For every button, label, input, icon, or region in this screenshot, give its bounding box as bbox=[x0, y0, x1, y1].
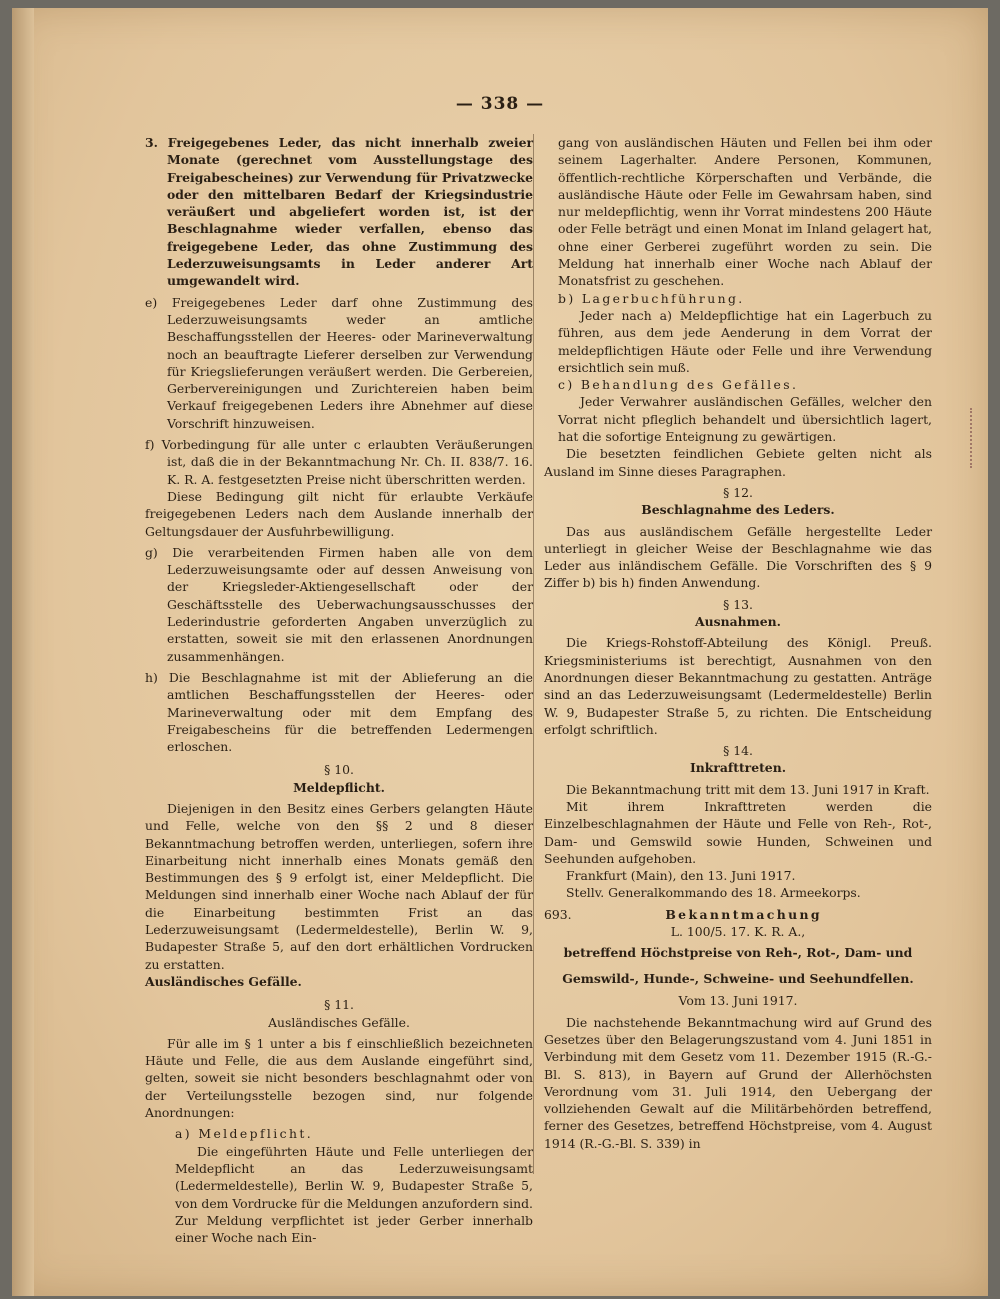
section-14-title: Inkrafttreten. bbox=[689, 760, 787, 776]
notice-body: Die nachstehende Bekanntmachung wird auf Grund des Gesetzes über den Belagerungszustand vom 4. Juni 1851 in Verbindung mit dem Gesetz vom 11. Dezember 1915 (R.-G.-Bl. S. 813), in Bayern auf Grund der Allerhöchsten Verordnung vom 31. Juli 1914, den Uebergang der vollziehenden Gewalt auf die Militärbehörden betreffend, ferner des Gesetzes, betreffend Höchstpreise, vom 4. August 1914 (R.-G.-Bl. S. 339) in bbox=[544, 1014, 932, 1151]
margin-stamp-marks bbox=[970, 408, 975, 468]
section-10-tail: Ausländisches Gefälle. bbox=[145, 973, 302, 989]
item-f-continuation: Diese Bedingung gilt nicht für erlaubte Verkäufe freigegebenen Leders nach dem Auslande innerhalb der Geltungsdauer der Ausfuhrbewilligung. bbox=[145, 488, 533, 539]
left-column bbox=[145, 134, 533, 1246]
section-12-number: § 12. bbox=[723, 484, 753, 500]
section-11-a-label: a) Meldepflicht. bbox=[175, 1126, 314, 1142]
notice-header-row bbox=[544, 906, 932, 923]
section-11-title: Ausländisches Gefälle. bbox=[268, 1014, 410, 1030]
document-page bbox=[12, 8, 988, 1296]
item-c-label: c) Behandlung des Gefälles. bbox=[558, 377, 799, 393]
item-c-body: Jeder Verwahrer ausländischen Gefälles, welcher den Vorrat nicht pfleglich behandelt und übersichtlich lagert, hat die sofortige Enteignung zu gewärtigen. bbox=[558, 394, 932, 445]
item-b-body: Jeder nach a) Meldepflichtige hat ein Lagerbuch zu führen, aus dem jede Aenderung in dem Vorrat der meldepflichtigen Häute oder Felle und ihre Verwendung ersichtlich sein muß. bbox=[558, 307, 932, 375]
notice-subject: betreffend Höchstpreise von Reh-, Rot-, Dam- und Gemswild-, Hunde-, Schweine- und Seehundfellen. bbox=[562, 945, 914, 987]
section-14-paragraph-2: Mit ihrem Inkrafttreten werden die Einzelbeschlagnahmen der Häute und Felle von Reh-, Rot-, Dam- und Gemswild sowie Hunden, Schweinen und Seehunden aufgehoben. bbox=[544, 798, 932, 866]
notice-reference: L. 100/5. 17. K. R. A., bbox=[670, 924, 806, 940]
notice-number: 693. bbox=[544, 906, 572, 922]
section-12-body: Das aus ausländischem Gefälle hergestellte Leder unterliegt in gleicher Weise der Beschlagnahme wie das Leder aus inländischem Gefälle. Die Vorschriften des § 9 Ziffer b) bis h) finden Anwendung. bbox=[544, 523, 932, 591]
place-and-date: Frankfurt (Main), den 13. Juni 1917. bbox=[566, 868, 796, 884]
section-11-a-body: Die eingeführten Häute und Felle unterliegen der Meldepflicht an das Lederzuweisungsamt (Ledermeldestelle), Berlin W. 9, Budapester Straße 5, von dem Vordrucke für die Meldungen anzufordern sind. Zur Meldung verpflichtet ist jeder Gerber innerhalb einer Woche nach Ein- bbox=[175, 1143, 533, 1246]
section-10-number: § 10. bbox=[324, 762, 354, 778]
section-13-number: § 13. bbox=[723, 596, 753, 612]
right-column bbox=[544, 134, 932, 1152]
section-14-paragraph-1: Die Bekanntmachung tritt mit dem 13. Juni 1917 in Kraft. bbox=[566, 781, 930, 797]
right-continuation: gang von ausländischen Häuten und Fellen bei ihm oder seinem Lagerhalter. Andere Personen, Kommunen, öffentlich-rechtliche Körperschaften und Verbände, die ausländische Häute oder Felle im Gewahrsam haben, sind nur meldepflichtig, wenn ihr Vorrat mindestens 200 Häute oder Felle beträgt und einen Monat im Inland gelagert hat, ohne einer Gerberei zugeführt worden zu sein. Die Meldung hat innerhalb einer Woche nach Ablauf der Monatsfrist zu geschehen. bbox=[558, 135, 932, 289]
item-e: e) Freigegebenes Leder darf ohne Zustimmung des Lederzuweisungsamts weder an amtliche Beschaffungsstellen der Heeres- oder Marineverwaltung noch an beauftragte Lieferer derselben zur Verwendung für Kriegslieferungen veräußert werden. Die Gerbereien, Gerbervereinigungen und Zurichtereien haben beim Verkauf freigegebenen Leders ihre Abnehmer auf diese Vorschrift hinzuweisen. bbox=[145, 294, 533, 431]
item-b-label: b) Lagerbuchführung. bbox=[558, 290, 745, 306]
section-10-body: Diejenigen in den Besitz eines Gerbers gelangten Häute und Felle, welche von den §§ 2 und 8 dieser Bekanntmachung betroffen werden, unterliegen, sofern ihre Einarbeitung nicht innerhalb eines Monats gemäß den Bestimmungen des § 9 erfolgt ist, einer Meldepflicht. Die Meldungen sind innerhalb einer Woche nach Ablauf der für die Einarbeitung bestimmten Frist an das Lederzuweisungsamt (Ledermeldestelle), Berlin W. 9, Budapester Straße 5, auf den dort erhältlichen Vordrucken zu erstatten. bbox=[145, 800, 533, 972]
column-divider bbox=[533, 134, 534, 1174]
item-f: f) Vorbedingung für alle unter c erlaubten Veräußerungen ist, daß die in der Bekanntmachung Nr. Ch. II. 838/7. 16. K. R. A. festgesetzten Preise nicht überschritten werden. bbox=[145, 437, 533, 487]
notice-heading: Bekanntmachung bbox=[665, 906, 822, 922]
section-14-number: § 14. bbox=[723, 743, 753, 759]
item-3: 3. Freigegebenes Leder, das nicht innerhalb zweier Monate (gerechnet vom Ausstellungstage des Freigabescheines) zur Verwendung für Privatzwecke oder den mittelbaren Bedarf der Kriegsindustrie veräußert und abgeliefert worden ist, ist der Beschlagnahme wieder verfallen, ebenso das freigegebene Leder, das ohne Zustimmung des Lederzuweisungsamts in Leder anderer Art umgewandelt wird. bbox=[145, 135, 533, 289]
section-10-title: Meldepflicht. bbox=[293, 779, 385, 795]
issuing-authority: Stellv. Generalkommando des 18. Armeekorps. bbox=[566, 885, 861, 901]
page-number: — 338 — bbox=[455, 94, 545, 114]
notice-date: Vom 13. Juni 1917. bbox=[678, 993, 798, 1009]
section-13-body: Die Kriegs-Rohstoff-Abteilung des Königl. Preuß. Kriegsministeriums ist berechtigt, Ausnahmen von den Anordnungen dieser Bekanntmachung zu gestatten. Anträge sind an das Lederzuweisungsamt (Ledermeldestelle) Berlin W. 9, Budapester Straße 5, zu richten. Die Entscheidung erfolgt schriftlich. bbox=[544, 635, 932, 737]
occupied-territories-note: Die besetzten feindlichen Gebiete gelten nicht als Ausland im Sinne dieses Paragraphen. bbox=[544, 446, 932, 479]
section-11-number: § 11. bbox=[324, 997, 354, 1013]
item-h: h) Die Beschlagnahme ist mit der Ablieferung an die amtlichen Beschaffungsstellen der Heeres- oder Marineverwaltung oder mit dem Empfang des Freigabescheins für die betreffenden Ledermengen erloschen. bbox=[145, 669, 533, 755]
section-12-title: Beschlagnahme des Leders. bbox=[641, 502, 835, 518]
binding-edge bbox=[12, 8, 34, 1296]
item-g: g) Die verarbeitenden Firmen haben alle von dem Lederzuweisungsamte oder auf dessen Anweisung von der Kriegsleder-Aktiengesellschaft oder der Geschäftsstelle des Ueberwachungsausschusses der Lederindustrie geforderten Angaben unverzüglich zu erstatten, soweit sie mit den erlassenen Anordnungen zusammenhängen. bbox=[145, 544, 533, 664]
section-11-body: Für alle im § 1 unter a bis f einschließlich bezeichneten Häute und Felle, die aus dem Auslande eingeführt sind, gelten, soweit sie nicht besonders beschlagnahmt oder von der Verteilungsstelle bezogen sind, nur folgende Anordnungen: bbox=[145, 1035, 533, 1121]
section-13-title: Ausnahmen. bbox=[695, 614, 781, 630]
